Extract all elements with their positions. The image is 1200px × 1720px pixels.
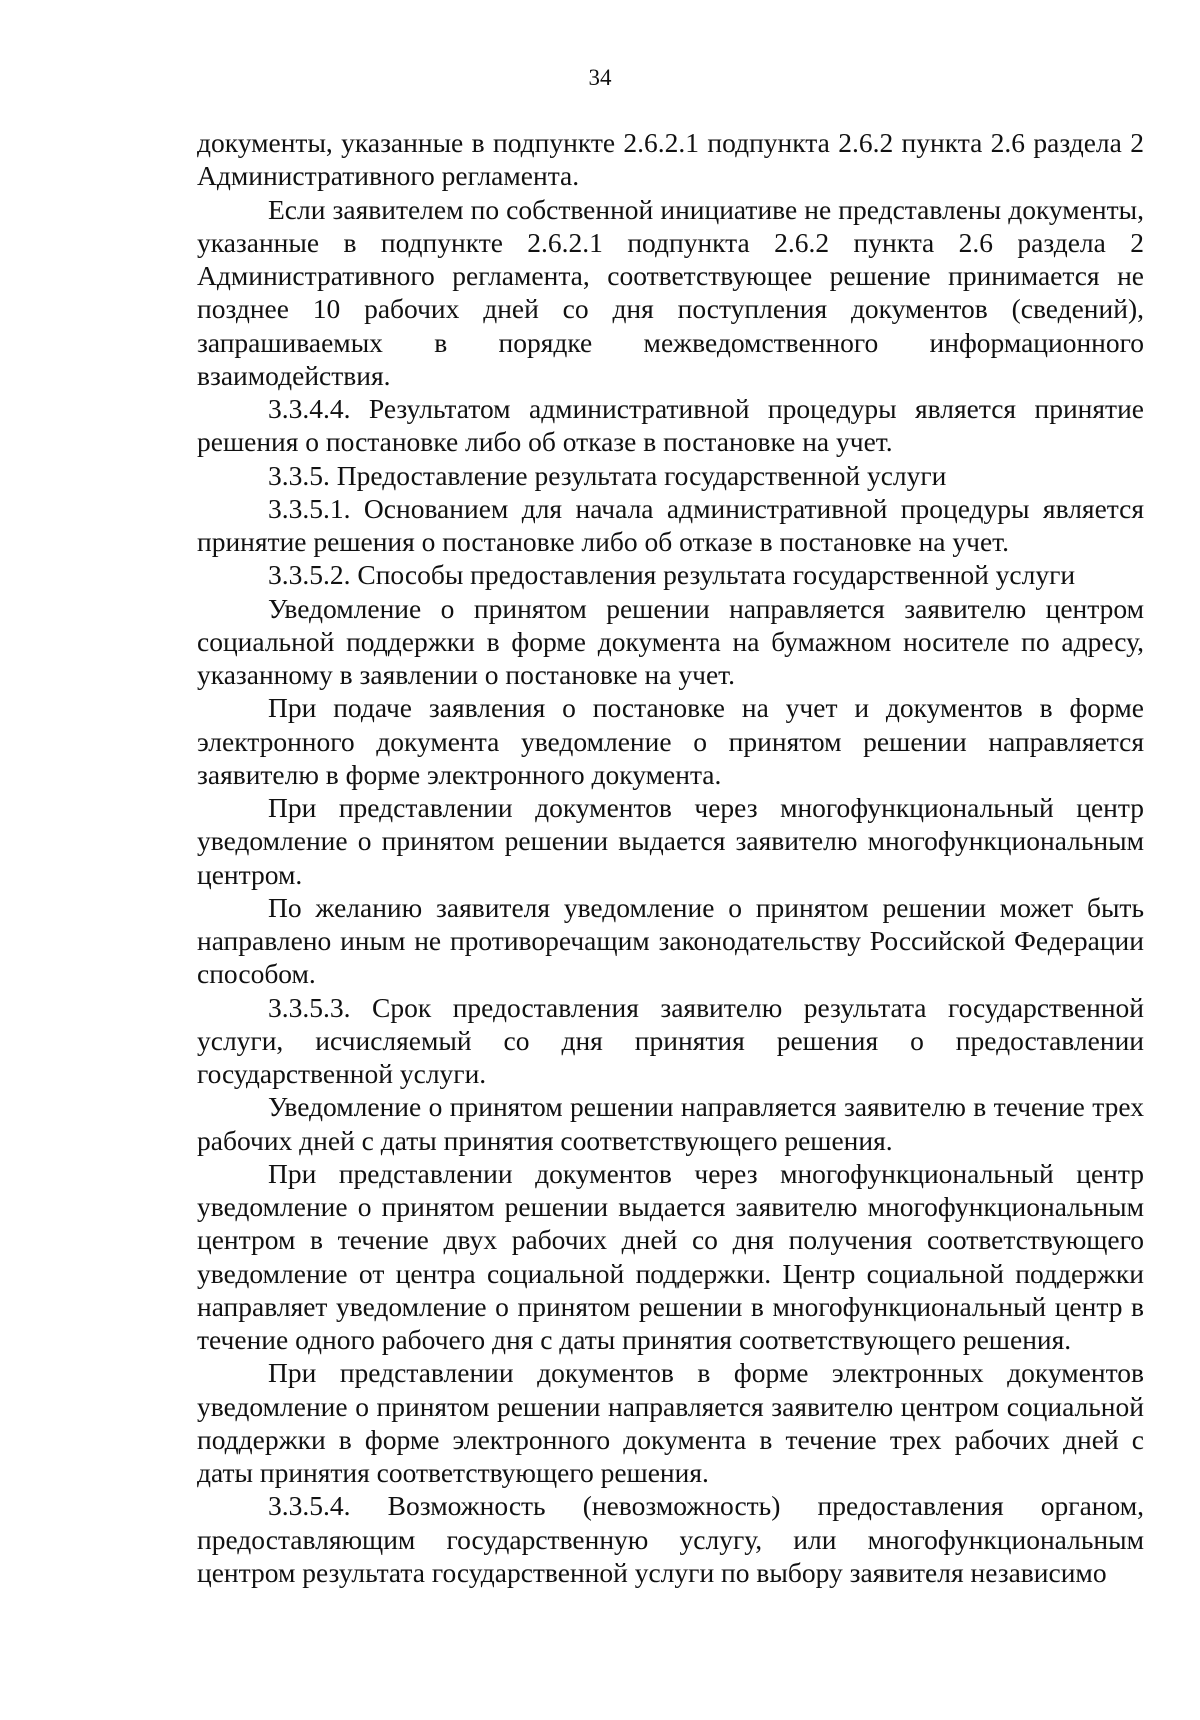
paragraph-electronic-notice: При подаче заявления о постановке на учет и документов в форме электронного документа уведомление о принятом решении направляется заявителю в форме электронного документа. [197, 692, 1144, 790]
paragraph-3-3-5-3: 3.3.5.3. Срок предоставления заявителю результата государственной услуги, исчисляемый со дня принятия решения о предоставлении государственной услуги. [197, 991, 1144, 1089]
paragraph-electronic-three-days: При представлении документов в форме электронных документов уведомление о принятом решении направляется заявителю центром социальной поддержки в форме электронного документа в течение трех рабочих дней с даты принятия соответствующего решения. [197, 1357, 1144, 1488]
paragraph-mfc-two-days: При представлении документов через многофункциональный центр уведомление о принятом решении выдается заявителю многофункциональным центром в течение двух рабочих дней со дня получения соответствующего уведомление от центра социальной поддержки. Центр социальной поддержки направляет уведомление о принятом решении в многофункциональный центр в течение одного рабочего дня с даты принятия соответствующего решения. [197, 1157, 1144, 1355]
page-number: 34 [588, 65, 612, 90]
paragraph-paper-notice: Уведомление о принятом решении направляется заявителю центром социальной поддержки в форме документа на бумажном носителе по адресу, указанному в заявлении о постановке на учет. [197, 592, 1144, 690]
document-body [197, 126, 1144, 1589]
paragraph-three-days: Уведомление о принятом решении направляется заявителю в течение трех рабочих дней с даты принятия соответствующего решения. [197, 1091, 1144, 1156]
paragraph-3-3-5-1: 3.3.5.1. Основанием для начала административной процедуры является принятие решения о постановке либо об отказе в постановке на учет. [197, 492, 1144, 557]
paragraph-3-3-5-4: 3.3.5.4. Возможность (невозможность) предоставления органом, предоставляющим государственную услугу, или многофункциональным центром результата государственной услуги по выбору заявителя независимо [197, 1490, 1144, 1588]
paragraph-deadline-interagency: Если заявителем по собственной инициативе не представлены документы, указанные в подпункте 2.6.2.1 подпункта 2.6.2 пункта 2.6 раздела 2 Административного регламента, соответствующее решение принимается не позднее 10 рабочих дней со дня поступления документов (сведений), запрашиваемых в порядке межведомственного информационного взаимодействия. [197, 193, 1144, 391]
paragraph-continuation: документы, указанные в подпункте 2.6.2.1 подпункта 2.6.2 пункта 2.6 раздела 2 Административного регламента. [197, 127, 1144, 192]
paragraph-other-method: По желанию заявителя уведомление о принятом решении может быть направлено иным не противоречащим законодательству Российской Федерации способом. [197, 891, 1144, 990]
paragraph-mfc-notice: При представлении документов через многофункциональный центр уведомление о принятом решении выдается заявителю многофункциональным центром. [197, 792, 1144, 890]
paragraph-3-3-5-2-heading: 3.3.5.2. Способы предоставления результата государственной услуги [268, 559, 1076, 591]
paragraph-3-3-4-4: 3.3.4.4. Результатом административной процедуры является принятие решения о постановке либо об отказе в постановке на учет. [197, 393, 1144, 458]
paragraph-3-3-5-heading: 3.3.5. Предоставление результата государственной услуги [268, 459, 947, 491]
